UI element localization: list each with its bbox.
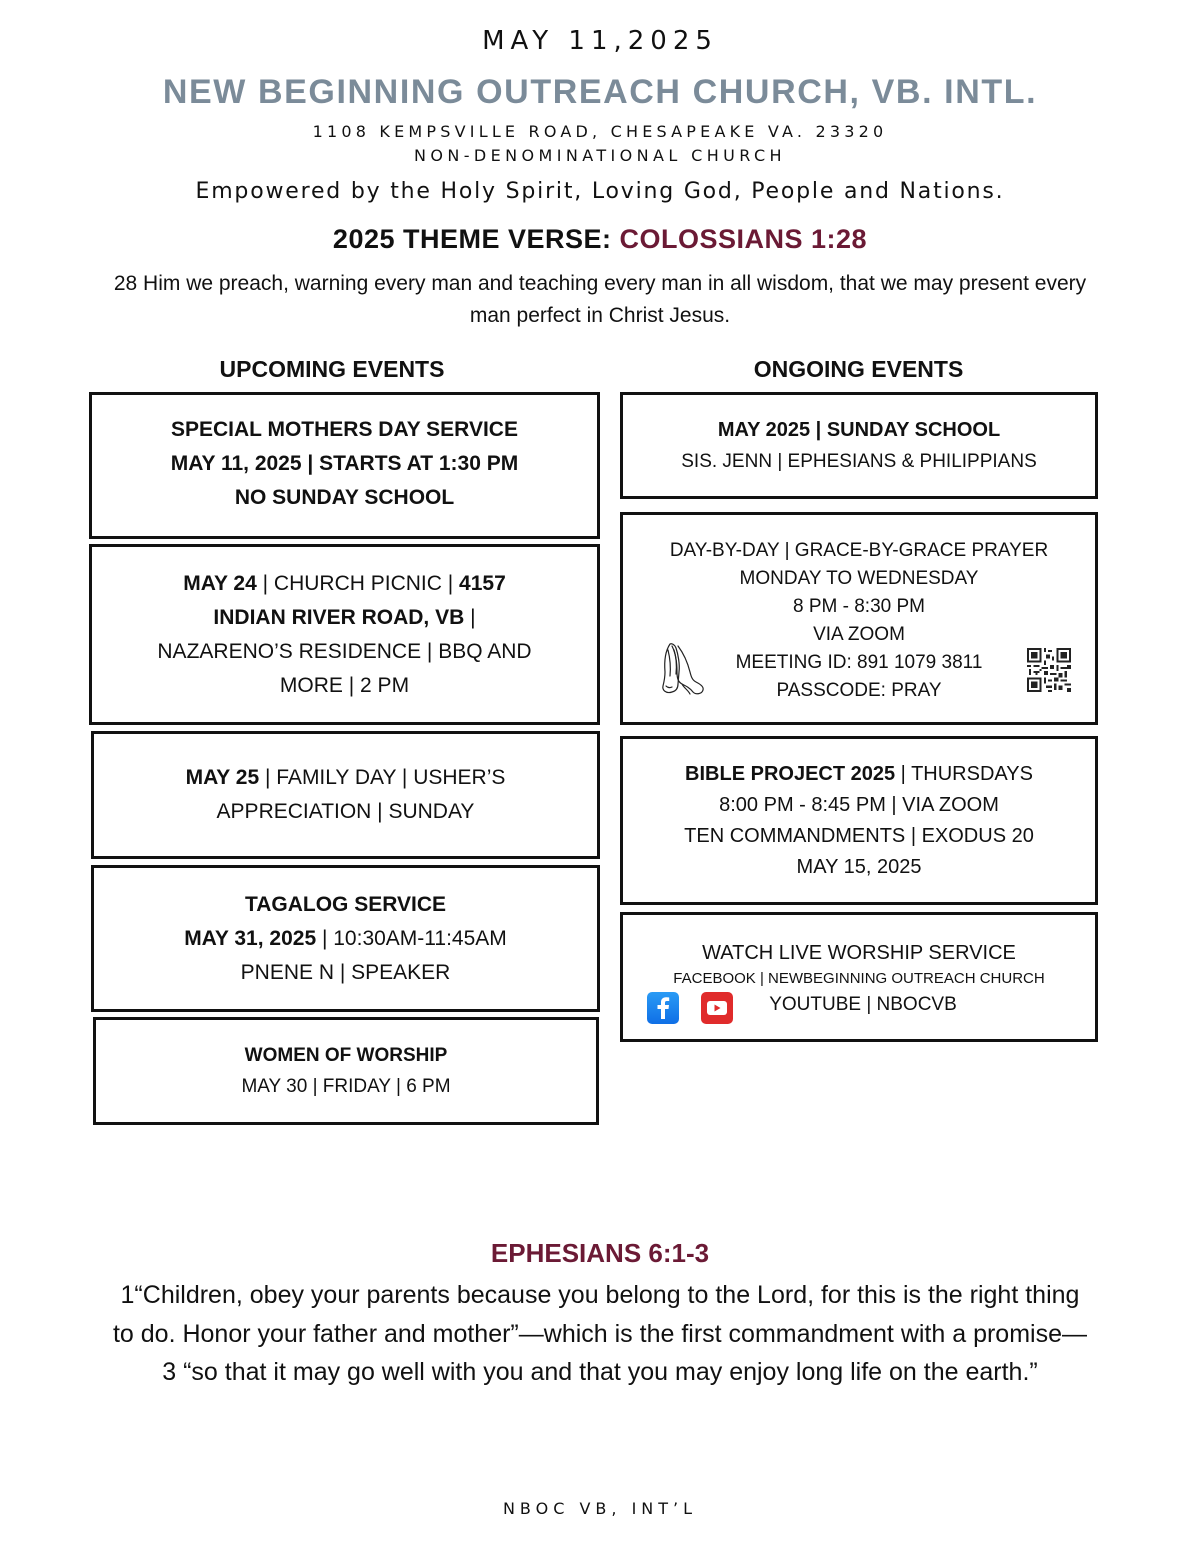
event-address: INDIAN RIVER ROAD, VB — [213, 605, 465, 629]
event-time: MORE | 2 PM — [279, 673, 410, 697]
church-denomination: NON-DENOMINATIONAL CHURCH — [414, 146, 786, 165]
qr-code-icon — [1027, 648, 1071, 692]
event-speaker: PNENE N | SPEAKER — [240, 960, 451, 984]
event-datetime: MAY 11, 2025 | STARTS AT 1:30 PM — [170, 451, 519, 475]
theme-verse-heading — [0, 224, 1200, 255]
facebook-icon[interactable] — [647, 992, 679, 1024]
event-card-live-worship — [620, 912, 1098, 1042]
event-card-sunday-school — [620, 392, 1098, 499]
upcoming-events-heading: UPCOMING EVENTS — [219, 356, 445, 382]
event-card-mothers-day — [89, 392, 600, 539]
zoom-passcode: PASSCODE: PRAY — [776, 679, 942, 701]
event-title: WATCH LIVE WORSHIP SERVICE — [702, 942, 1016, 964]
event-date: MAY 24 — [183, 571, 257, 595]
event-card-family-day — [91, 731, 600, 859]
event-date: MAY 15, 2025 — [796, 855, 922, 878]
event-name: | CHURCH PICNIC | — [256, 571, 460, 595]
event-datetime: MAY 30 | FRIDAY | 6 PM — [241, 1076, 451, 1097]
praying-hands-icon — [660, 642, 706, 698]
event-detail: SIS. JENN | EPHESIANS & PHILIPPIANS — [681, 450, 1037, 472]
event-card-women-of-worship — [93, 1017, 599, 1125]
bulletin-date: MAY 11,2025 — [482, 26, 718, 56]
theme-reference: COLOSSIANS 1:28 — [619, 224, 868, 254]
event-time: | 10:30AM-11:45AM — [316, 926, 507, 950]
event-card-tagalog-service — [91, 865, 600, 1012]
theme-label: 2025 THEME VERSE: — [332, 224, 620, 254]
event-card-bible-project — [620, 736, 1098, 905]
zoom-meeting-id: MEETING ID: 891 1079 3811 — [735, 651, 983, 673]
event-line — [183, 567, 506, 601]
event-name: | FAMILY DAY | USHER’S — [259, 766, 506, 789]
scripture-reference: EPHESIANS 6:1-3 — [490, 1238, 710, 1268]
event-time: 8 PM - 8:30 PM — [793, 595, 925, 617]
church-name: NEW BEGINNING OUTREACH CHURCH, VB. INTL. — [162, 73, 1038, 111]
youtube-icon[interactable] — [701, 992, 733, 1024]
event-date: MAY 25 — [185, 766, 260, 789]
event-title: TAGALOG SERVICE — [244, 892, 447, 916]
event-title: SPECIAL MOTHERS DAY SERVICE — [171, 417, 518, 441]
event-venue: NAZARENO’S RESIDENCE | BBQ AND — [157, 639, 532, 663]
event-title: WOMEN OF WORSHIP — [244, 1045, 448, 1066]
event-title: BIBLE PROJECT 2025 — [685, 762, 896, 785]
event-title: MAY 2025 | SUNDAY SCHOOL — [717, 418, 1001, 441]
youtube-link[interactable]: YOUTUBE | NBOCVB — [769, 994, 957, 1015]
event-platform: VIA ZOOM — [813, 623, 905, 645]
event-time: 8:00 PM - 8:45 PM | VIA ZOOM — [719, 793, 999, 816]
event-topic: TEN COMMANDMENTS | EXODUS 20 — [684, 824, 1034, 847]
event-line — [213, 601, 475, 635]
event-line — [186, 761, 506, 795]
event-detail: APPRECIATION | SUNDAY — [216, 800, 475, 823]
event-days: | THURSDAYS — [895, 762, 1033, 785]
event-days: MONDAY TO WEDNESDAY — [739, 567, 979, 589]
church-tagline: Empowered by the Holy Spirit, Loving God, People and Nations. — [195, 179, 1005, 204]
event-card-church-picnic — [89, 544, 600, 725]
event-date: MAY 31, 2025 — [184, 926, 317, 950]
church-address: 1108 KEMPSVILLE ROAD, CHESAPEAKE VA. 23320 — [312, 122, 888, 141]
footer-text: NBOC VB, INT’L — [502, 1499, 698, 1518]
event-title: DAY-BY-DAY | GRACE-BY-GRACE PRAYER — [669, 539, 1049, 561]
separator: | — [464, 605, 476, 629]
ongoing-events-heading: ONGOING EVENTS — [753, 356, 964, 382]
event-address-number: 4157 — [459, 571, 506, 595]
event-note: NO SUNDAY SCHOOL — [234, 485, 455, 509]
facebook-link[interactable]: FACEBOOK | NEWBEGINNING OUTREACH CHURCH — [673, 970, 1045, 987]
event-line — [685, 759, 1033, 790]
scripture-text: 1“Children, obey your parents because you belong to the Lord, for this is the right thing to do. Honor your father and mother”—which is the first commandment with a promise— 3 “so that it may go well with you and that you may enjoy long life on the earth.” — [112, 1281, 1087, 1386]
theme-verse-text: 28 Him we preach, warning every man and teaching every man in all wisdom, that we may present every man perfect in Christ Jesus. — [113, 272, 1087, 327]
event-line — [184, 922, 507, 956]
